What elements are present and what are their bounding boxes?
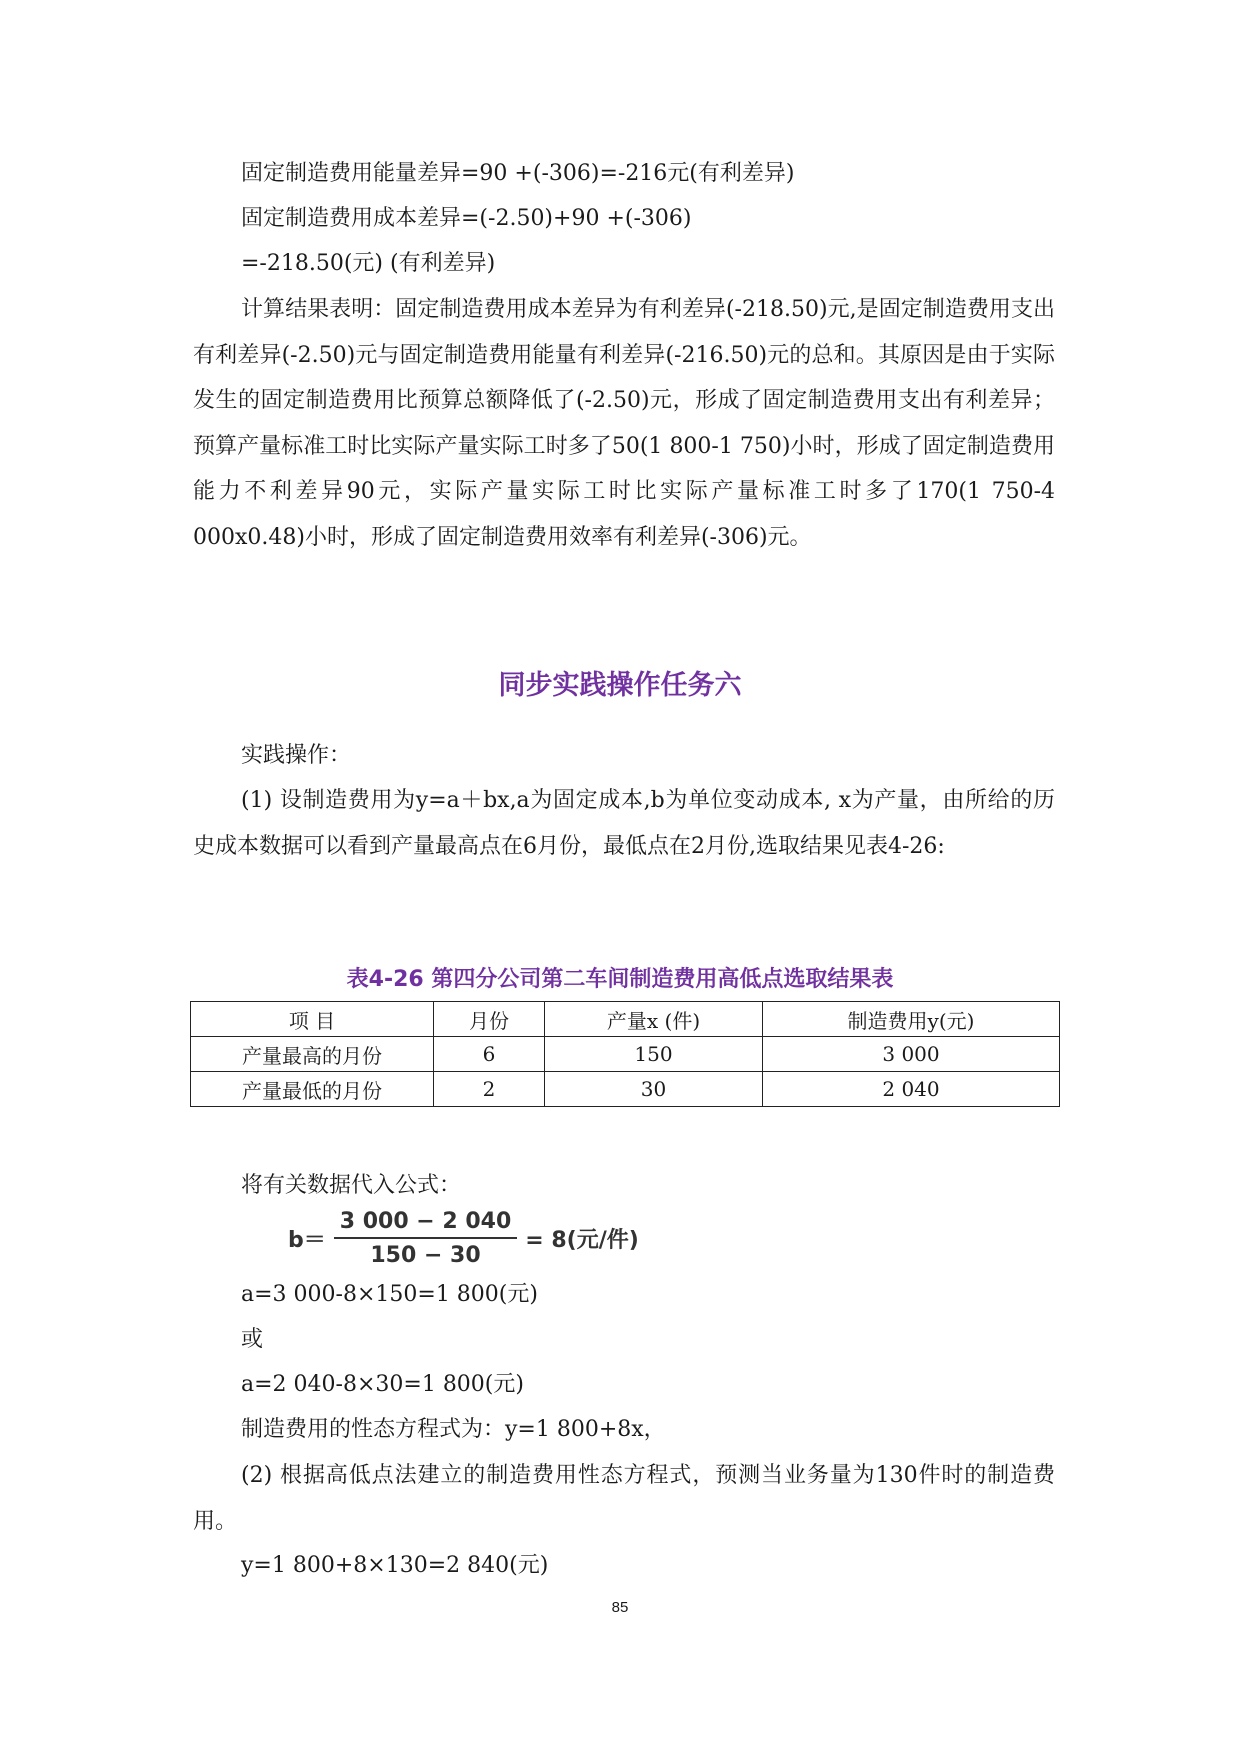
formula-denominator: 150 − 30	[370, 1243, 481, 1268]
formula-numerator: 3 000 − 2 040	[334, 1209, 518, 1239]
formula-fraction	[334, 1209, 518, 1268]
page-number: 85	[611, 1599, 629, 1616]
formula-rhs: = 8(元/件)	[525, 1228, 639, 1253]
calc-line-a2: a=2 040-8×30=1 800(元)	[241, 1372, 524, 1397]
cell-overhead: 2 040	[763, 1072, 1060, 1107]
practice-label: 实践操作：	[241, 743, 352, 768]
cell-overhead: 3 000	[763, 1037, 1060, 1072]
cost-variance-result-line: =-218.50(元) (有利差异)	[241, 251, 496, 276]
header-output: 产量x (件)	[545, 1002, 763, 1037]
step2-paragraph: (2) 根据高低点法建立的制造费用性态方程式，预测当业务量为130件时的制造费用。	[193, 1463, 1055, 1534]
table-row	[191, 1072, 1060, 1107]
table-caption: 表4-26 第四分公司第二车间制造费用高低点选取结果表	[346, 967, 894, 992]
calc-line-or: 或	[241, 1327, 264, 1352]
header-month: 月份	[434, 1002, 545, 1037]
high-low-table	[190, 1001, 1060, 1107]
header-overhead: 制造费用y(元)	[763, 1002, 1060, 1037]
energy-variance-line: 固定制造费用能量差异=90 +(-306)=-216元(有利差异)	[241, 161, 795, 186]
cell-output: 150	[545, 1037, 763, 1072]
cost-variance-line: 固定制造费用成本差异=(-2.50)+90 +(-306)	[241, 206, 692, 231]
step1-paragraph: (1) 设制造费用为y=a＋bx,a为固定成本,b为单位变动成本, x为产量，由所给的历史成本数据可以看到产量最高点在6月份，最低点在2月份,选取结果见表4-26:	[193, 788, 1055, 859]
calc-line-a1: a=3 000-8×150=1 800(元)	[241, 1282, 538, 1307]
cell-item: 产量最高的月份	[191, 1037, 434, 1072]
header-item: 项 目	[191, 1002, 434, 1037]
table-row	[191, 1037, 1060, 1072]
table-header-row	[191, 1002, 1060, 1037]
section-title: 同步实践操作任务六	[498, 670, 742, 701]
equation-line: 制造费用的性态方程式为：y=1 800+8x，	[241, 1417, 666, 1442]
slope-formula	[288, 1209, 639, 1268]
formula-lhs: b＝	[288, 1228, 326, 1253]
cell-month: 6	[434, 1037, 545, 1072]
cell-month: 2	[434, 1072, 545, 1107]
cell-output: 30	[545, 1072, 763, 1107]
cell-item: 产量最低的月份	[191, 1072, 434, 1107]
final-result-line: y=1 800+8×130=2 840(元)	[241, 1553, 549, 1578]
conclusion-paragraph: 计算结果表明：固定制造费用成本差异为有利差异(-218.50)元,是固定制造费用支出有利差异(-2.50)元与固定制造费用能量有利差异(-216.50)元的总和。其原因是由于实际发生的固定制造费用比预算总额降低了(-2.50)元，形成了固定制造费用支出有利差异；预算产量标准工时比实际产量实际工时多了50(1 800-1 750)小时，形成了固定制造费用能力不利差异90元，实际产量实际工时比实际产量标准工时多了170(1 750-4 000x0.48)小时，形成了固定制造费用效率有利差异(-306)元。	[193, 297, 1055, 550]
substitute-label: 将有关数据代入公式：	[241, 1173, 462, 1198]
